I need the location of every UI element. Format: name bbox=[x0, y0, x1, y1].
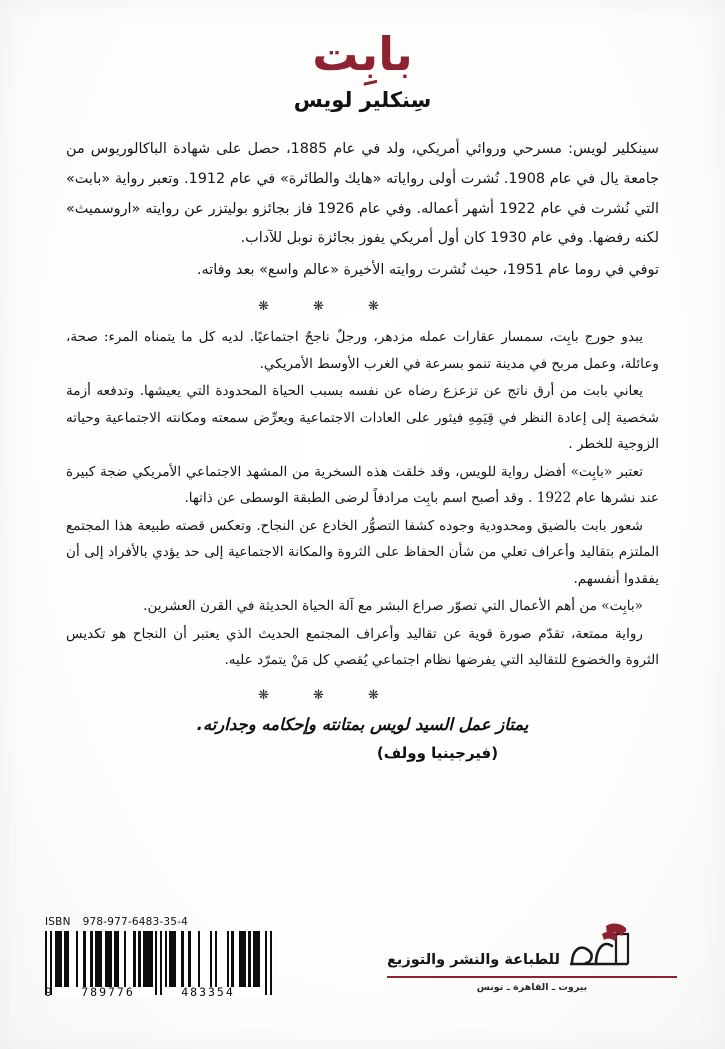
pull-quote-block bbox=[66, 713, 659, 765]
publisher-logo-row bbox=[387, 920, 677, 972]
barcode bbox=[45, 931, 273, 997]
author-biography bbox=[66, 135, 659, 285]
title-block bbox=[0, 0, 725, 113]
publisher-name: للطباعة والنشر والتوزيع bbox=[387, 952, 560, 969]
divider-glyph: ❋ bbox=[258, 687, 314, 703]
publisher-logo-icon bbox=[566, 920, 632, 972]
cover-content bbox=[0, 135, 725, 764]
synopsis-paragraph: تعتبر «بابِت» أفضل رواية للويس، وقد خلقت هذه السخرية من المشهد الاجتماعي الأمريكي ضجة كبيرة عند نشرها عام 1922 . وقد أصبح اسم بابِت مرادفاً لرضى الطبقة الوسطى عن ذاتها. bbox=[66, 463, 659, 507]
divider-glyph: ❋ bbox=[313, 299, 368, 315]
isbn-line bbox=[45, 916, 295, 928]
book-synopsis bbox=[66, 324, 659, 674]
isbn-value: 978-977-6483-35-4 bbox=[82, 916, 189, 928]
page-title: بابِت bbox=[312, 27, 413, 81]
divider-glyph: ❋ bbox=[367, 687, 423, 703]
pull-quote-attribution: (فيرجينيا وولف) bbox=[376, 744, 499, 763]
isbn-label: ISBN bbox=[45, 916, 71, 928]
publisher-cities: بيروت ـ القاهرة ـ تونس bbox=[476, 982, 588, 993]
synopsis-paragraph: يعاني بابت من أرق ناتج عن تزعزع رضاه عن نفسه بسبب الحياة المحدودة التي يعيشها. وتدفعه أزمة شخصية إلى إعادة النظر في قِيَمِهِ فيثور على العادات الاجتماعية ويعرِّض سمعته ومكانته الاجتماعية وحياته الزوجية للخطر . bbox=[66, 383, 659, 453]
barcode-digits bbox=[45, 985, 273, 999]
publisher-area bbox=[387, 920, 677, 993]
publisher-rule bbox=[387, 976, 677, 978]
synopsis-paragraph: «بابِت» من أهم الأعمال التي تصوّر صراع البشر مع آلة الحياة الحديثة في القرن العشرين. bbox=[143, 598, 643, 615]
ornament-divider-bottom bbox=[66, 688, 659, 703]
synopsis-paragraph: شعور بابت بالضيق ومحدودية وجوده كشفا التصوُّر الخادع عن النجاح. وتعكس قصته طبيعة هذا المجتمع الملتزم بتقاليد وأعراف تعلي من شأن الحفاظ على الثروة والمكانة الاجتماعية إلى حد يؤدي بالأفراد إلى أن يفقدوا أنفسهم. bbox=[66, 517, 659, 587]
ornament-divider-top bbox=[66, 299, 659, 314]
barcode-bars bbox=[45, 931, 273, 987]
biography-paragraph: سينكلير لويس: مسرحي وروائي أمريكي، ولد في عام 1885، حصل على شهادة الباكالوريوس من جامعة يال في عام 1908. نُشرت أولى رواياته «هايك والطائرة» في عام 1912. وتعبر رواية «بابت» التي نُشرت في عام 1922 أشهر أعماله. وفي عام 1926 فاز بجائزو بوليتزر عن روايته «اروسميث» لكنه رفضها. وفي عام 1930 كان أول أمريكي يفوز بجائزة نوبل للآداب. bbox=[66, 141, 660, 247]
synopsis-paragraph: يبدو جورج بابِت، سمسار عقارات عمله مزدهر، ورجلٌ ناجحٌ اجتماعيًا. لديه كل ما يتمناه المرء: صحة، وعائلة، وعمل مربح في مدينة تنمو بسرعة في الغرب الأوسط الأمريكي. bbox=[66, 329, 659, 372]
cover-footer bbox=[0, 877, 725, 997]
barcode-left-group: 789776 bbox=[81, 985, 135, 999]
divider-glyph: ❋ bbox=[367, 299, 423, 315]
synopsis-paragraph: رواية ممتعة، تقدّم صورة قوية عن تقاليد وأعراف المجتمع الحديث الذي يعتبر أن النجاح هو تكديس الثروة والخضوع للتقاليد التي يفرضها نظام اجتماعي يُقصي كل مَنْ يتمرّد عليه. bbox=[66, 625, 659, 669]
author-name: سِنكلير لويس bbox=[293, 88, 432, 113]
divider-glyph: ❋ bbox=[258, 299, 314, 315]
divider-glyph: ❋ bbox=[313, 687, 368, 703]
barcode-area bbox=[45, 916, 295, 997]
barcode-lead-digit: 9 bbox=[45, 985, 52, 999]
barcode-right-group: 483354 bbox=[181, 985, 235, 999]
biography-death-line: توفي في روما عام 1951، حيث نُشرت روايته الأخيرة «عالم واسع» بعد وفاته. bbox=[196, 261, 659, 278]
pull-quote-text: يمتاز عمل السيد لويس بمتانته وإحكامه وجدارته. bbox=[196, 714, 529, 734]
